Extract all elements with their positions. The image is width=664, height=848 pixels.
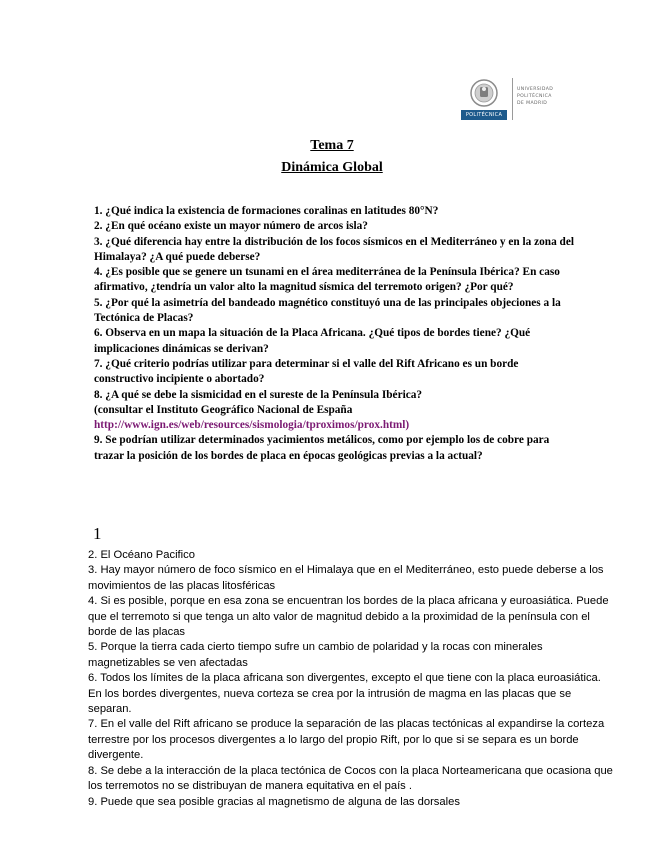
question-item: 3. ¿Qué diferencia hay entre la distribución de los focos sísmicos en el Mediterráneo y en la zona del Himalaya? ¿A qué puede deberse?	[94, 235, 574, 263]
question-item: 6. Observa en un mapa la situación de la Placa Africana. ¿Qué tipos de bordes tiene? ¿Qué implicaciones dinámicas se derivan?	[94, 327, 531, 355]
logo-divider	[512, 78, 513, 120]
question-note: (consultar el Instituto Geográfico Nacional de España	[94, 403, 353, 416]
question-item: 1. ¿Qué indica la existencia de formaciones coralinas en latitudes 80°N?	[94, 205, 439, 217]
answer-item: 9. Puede que sea posible gracias al magnetismo de alguna de las dorsales	[88, 795, 460, 808]
university-name-line: DE MADRID	[517, 101, 548, 106]
question-item: 7. ¿Qué criterio podrías utilizar para determinar si el valle del Rift Africano es un borde constructivo incipiente o abortado?	[94, 357, 519, 386]
university-name	[517, 86, 553, 107]
answer-item: 2. El Océano Pacifico	[88, 549, 195, 561]
university-name-line: POLITÉCNICA	[517, 94, 552, 99]
document-title	[0, 135, 664, 179]
answer-item: 7. En el valle del Rift africano se produce la separación de las placas tectónicas al expandirse la corteza terrestre por los procesos divergentes a lo largo del propio Rift, por lo que si se separa es un borde divergente.	[88, 718, 605, 762]
question-list	[94, 204, 574, 464]
answer-item: 3. Hay mayor número de foco sísmico en el Himalaya que en el Mediterráneo, esto puede deberse a los movimientos de las placas litosféricas	[88, 564, 604, 592]
answer-item: 4. Si es posible, porque en esa zona se encuentran los bordes de la placa africana y euroasiática. Puede que el terremoto si que tenga un alto valor de magnitud debido a la proximidad de la península con el borde de las placas	[88, 595, 609, 639]
answer-list	[88, 548, 614, 810]
title-line-subject: Dinámica Global	[281, 160, 383, 175]
question-item: 2. ¿En qué océano existe un mayor número de arcos isla?	[94, 220, 368, 233]
answer-item: 8. Se debe a la interacción de la placa tectónica de Cocos con la placa Norteamericana que ocasiona que los terremotos no se distribuyan de manera equitativa en el país .	[88, 764, 613, 793]
title-line-topic: Tema 7	[310, 138, 354, 153]
question-item: 9. Se podrían utilizar determinados yacimientos metálicos, como por ejemplo los de cobre para trazar la posición de los bordes de placa en épocas geológicas previas a la actual?	[94, 434, 550, 462]
university-logo	[461, 76, 571, 124]
question-item: 4. ¿Es posible que se genere un tsunami en el área mediterránea de la Península Ibérica? En caso afirmativo, ¿tendría un valor alto la magnitud sísmica del terremoto origen? ¿Por qué?	[94, 266, 560, 294]
university-name-line: UNIVERSIDAD	[517, 87, 554, 92]
question-item: 8. ¿A qué se debe la sismicidad en el sureste de la Península Ibérica?	[94, 388, 423, 401]
answer-item: 6. Todos los límites de la placa africana son divergentes, excepto el que tiene con la placa euroasiática. En los bordes divergentes, nueva corteza se crea por la intrusión de magma en las placas que se separan.	[88, 672, 601, 716]
university-seal-icon	[461, 76, 507, 110]
answer-item: 5. Porque la tierra cada cierto tiempo sufre un cambio de polaridad y la rocas con minerales magnetizables se ven afectadas	[88, 641, 543, 669]
question-item: 5. ¿Por qué la asimetría del bandeado magnético constituyó una de las principales objeciones a la Tectónica de Placas?	[94, 296, 561, 325]
ign-link[interactable]: http://www.ign.es/web/resources/sismologia/tproximos/prox.html)	[94, 419, 410, 432]
page-number: 1	[93, 524, 102, 543]
logo-badge: POLITÉCNICA	[461, 110, 507, 120]
